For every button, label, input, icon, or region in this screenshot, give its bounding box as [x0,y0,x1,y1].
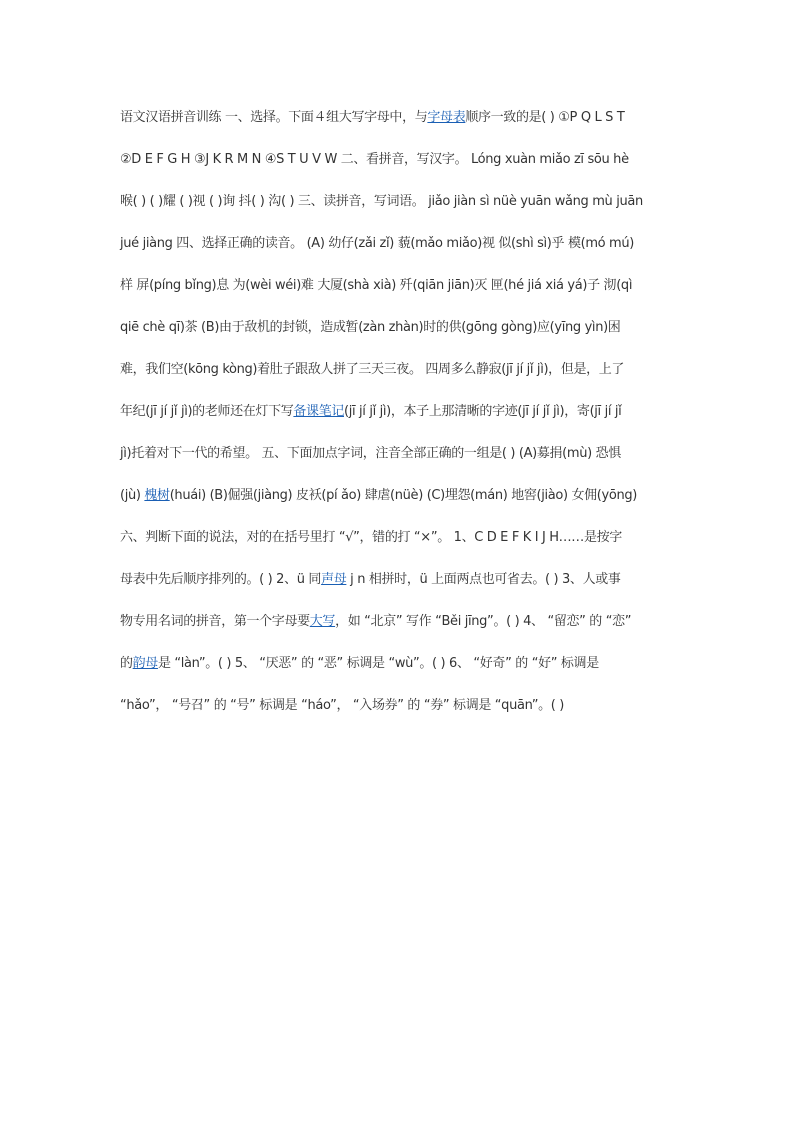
line-text: 母表中先后顺序排列的。( ) 2、ü 同 [120,572,322,587]
text-line [120,477,710,519]
keyword-link[interactable]: 大写 [309,614,336,629]
line-text: jué jiàng 四、选择正确的读音。 (A) 幼仔(zǎi zǐ) 藐(mǎo miǎo)视 似(shì sì)乎 模(mó mú) [120,236,634,251]
line-text: jì)托着对下一代的希望。 五、下面加点字词，注音全部正确的一组是( ) (A)募捐(mù) 恐惧 [120,446,621,461]
text-line [120,519,710,561]
keyword-link[interactable]: 字母表 [427,110,466,125]
keyword-link[interactable]: 声母 [321,572,347,587]
text-line [120,351,710,393]
line-text: (jù) [120,488,145,503]
text-line [120,645,710,687]
line-text: 语文汉语拼音训练 一、选择。下面４组大写字母中，与 [120,110,428,125]
line-text: j n 相拼时，ü 上面两点也可省去。( ) 3、人或事 [346,572,621,587]
line-text: qiē chè qī)茶 (B)由于敌机的封锁，造成暂(zàn zhàn)时的供(gōng gòng)应(yīng yìn)困 [120,320,621,335]
keyword-link[interactable]: 槐树 [144,488,170,503]
keyword-link[interactable]: 备课笔记 [293,404,344,419]
line-text: ②D E F G H ③J K R M N ④S T U V W 二、看拼音，写汉字。 Lóng xuàn miǎo zī sōu hè [120,152,629,167]
line-text: 年纪(jī jí jǐ jì)的老师还在灯下写 [120,404,294,419]
text-line [120,99,710,141]
line-text: (jī jí jǐ jì)，本子上那清晰的字迹(jī jí jǐ jì)，寄(jī jí jǐ [344,404,622,419]
line-text: 难，我们空(kōng kòng)着肚子跟敌人拼了三天三夜。 四周多么静寂(jī jí jǐ jì)，但是，上了 [120,362,625,377]
keyword-link[interactable]: 韵母 [132,656,158,671]
text-line [120,309,710,351]
line-text: 物专用名词的拼音，第一个字母要 [120,614,310,629]
text-line [120,561,710,603]
line-text: 样 屏(píng bǐng)息 为(wèi wéi)难 大厦(shà xià) 歼(qiān jiān)灭 匣(hé jiá xiá yá)子 沏(qì [120,278,633,293]
text-line [120,225,710,267]
line-text: 喉( ) ( )耀 ( )视 ( )询 抖( ) 沟( ) 三、读拼音，写词语。 jiǎo jiàn sì nüè yuān wǎng mù juān [120,194,643,209]
line-text: (huái) (B)倔强(jiàng) 皮袄(pí ǎo) 肆虐(nüè) (C)埋怨(mán) 地窖(jiào) 女佣(yōng) [169,488,637,503]
text-line [120,603,710,645]
text-line [120,687,710,729]
document-body [120,99,710,729]
text-line [120,393,710,435]
line-text: 顺序一致的是( ) ①P Q L S T [465,110,625,125]
line-text: 的 [120,656,133,671]
line-text: 是 “làn”。( ) 5、 “厌恶” 的 “恶” 标调是 “wù”。( ) 6、 “好奇” 的 “好” 标调是 [157,656,599,671]
text-line [120,435,710,477]
text-line [120,183,710,225]
text-line [120,267,710,309]
line-text: “hǎo”， “号召” 的 “号” 标调是 “háo”， “入场券” 的 “券” 标调是 “quān”。( ) [120,698,565,713]
line-text: ，如 “北京” 写作 “Běi jīng”。( ) 4、 “留恋” 的 “恋” [335,614,632,629]
text-line [120,141,710,183]
line-text: 六、判断下面的说法，对的在括号里打 “√”，错的打 “×”。 1、C D E F K I J H……是按字 [120,530,622,545]
